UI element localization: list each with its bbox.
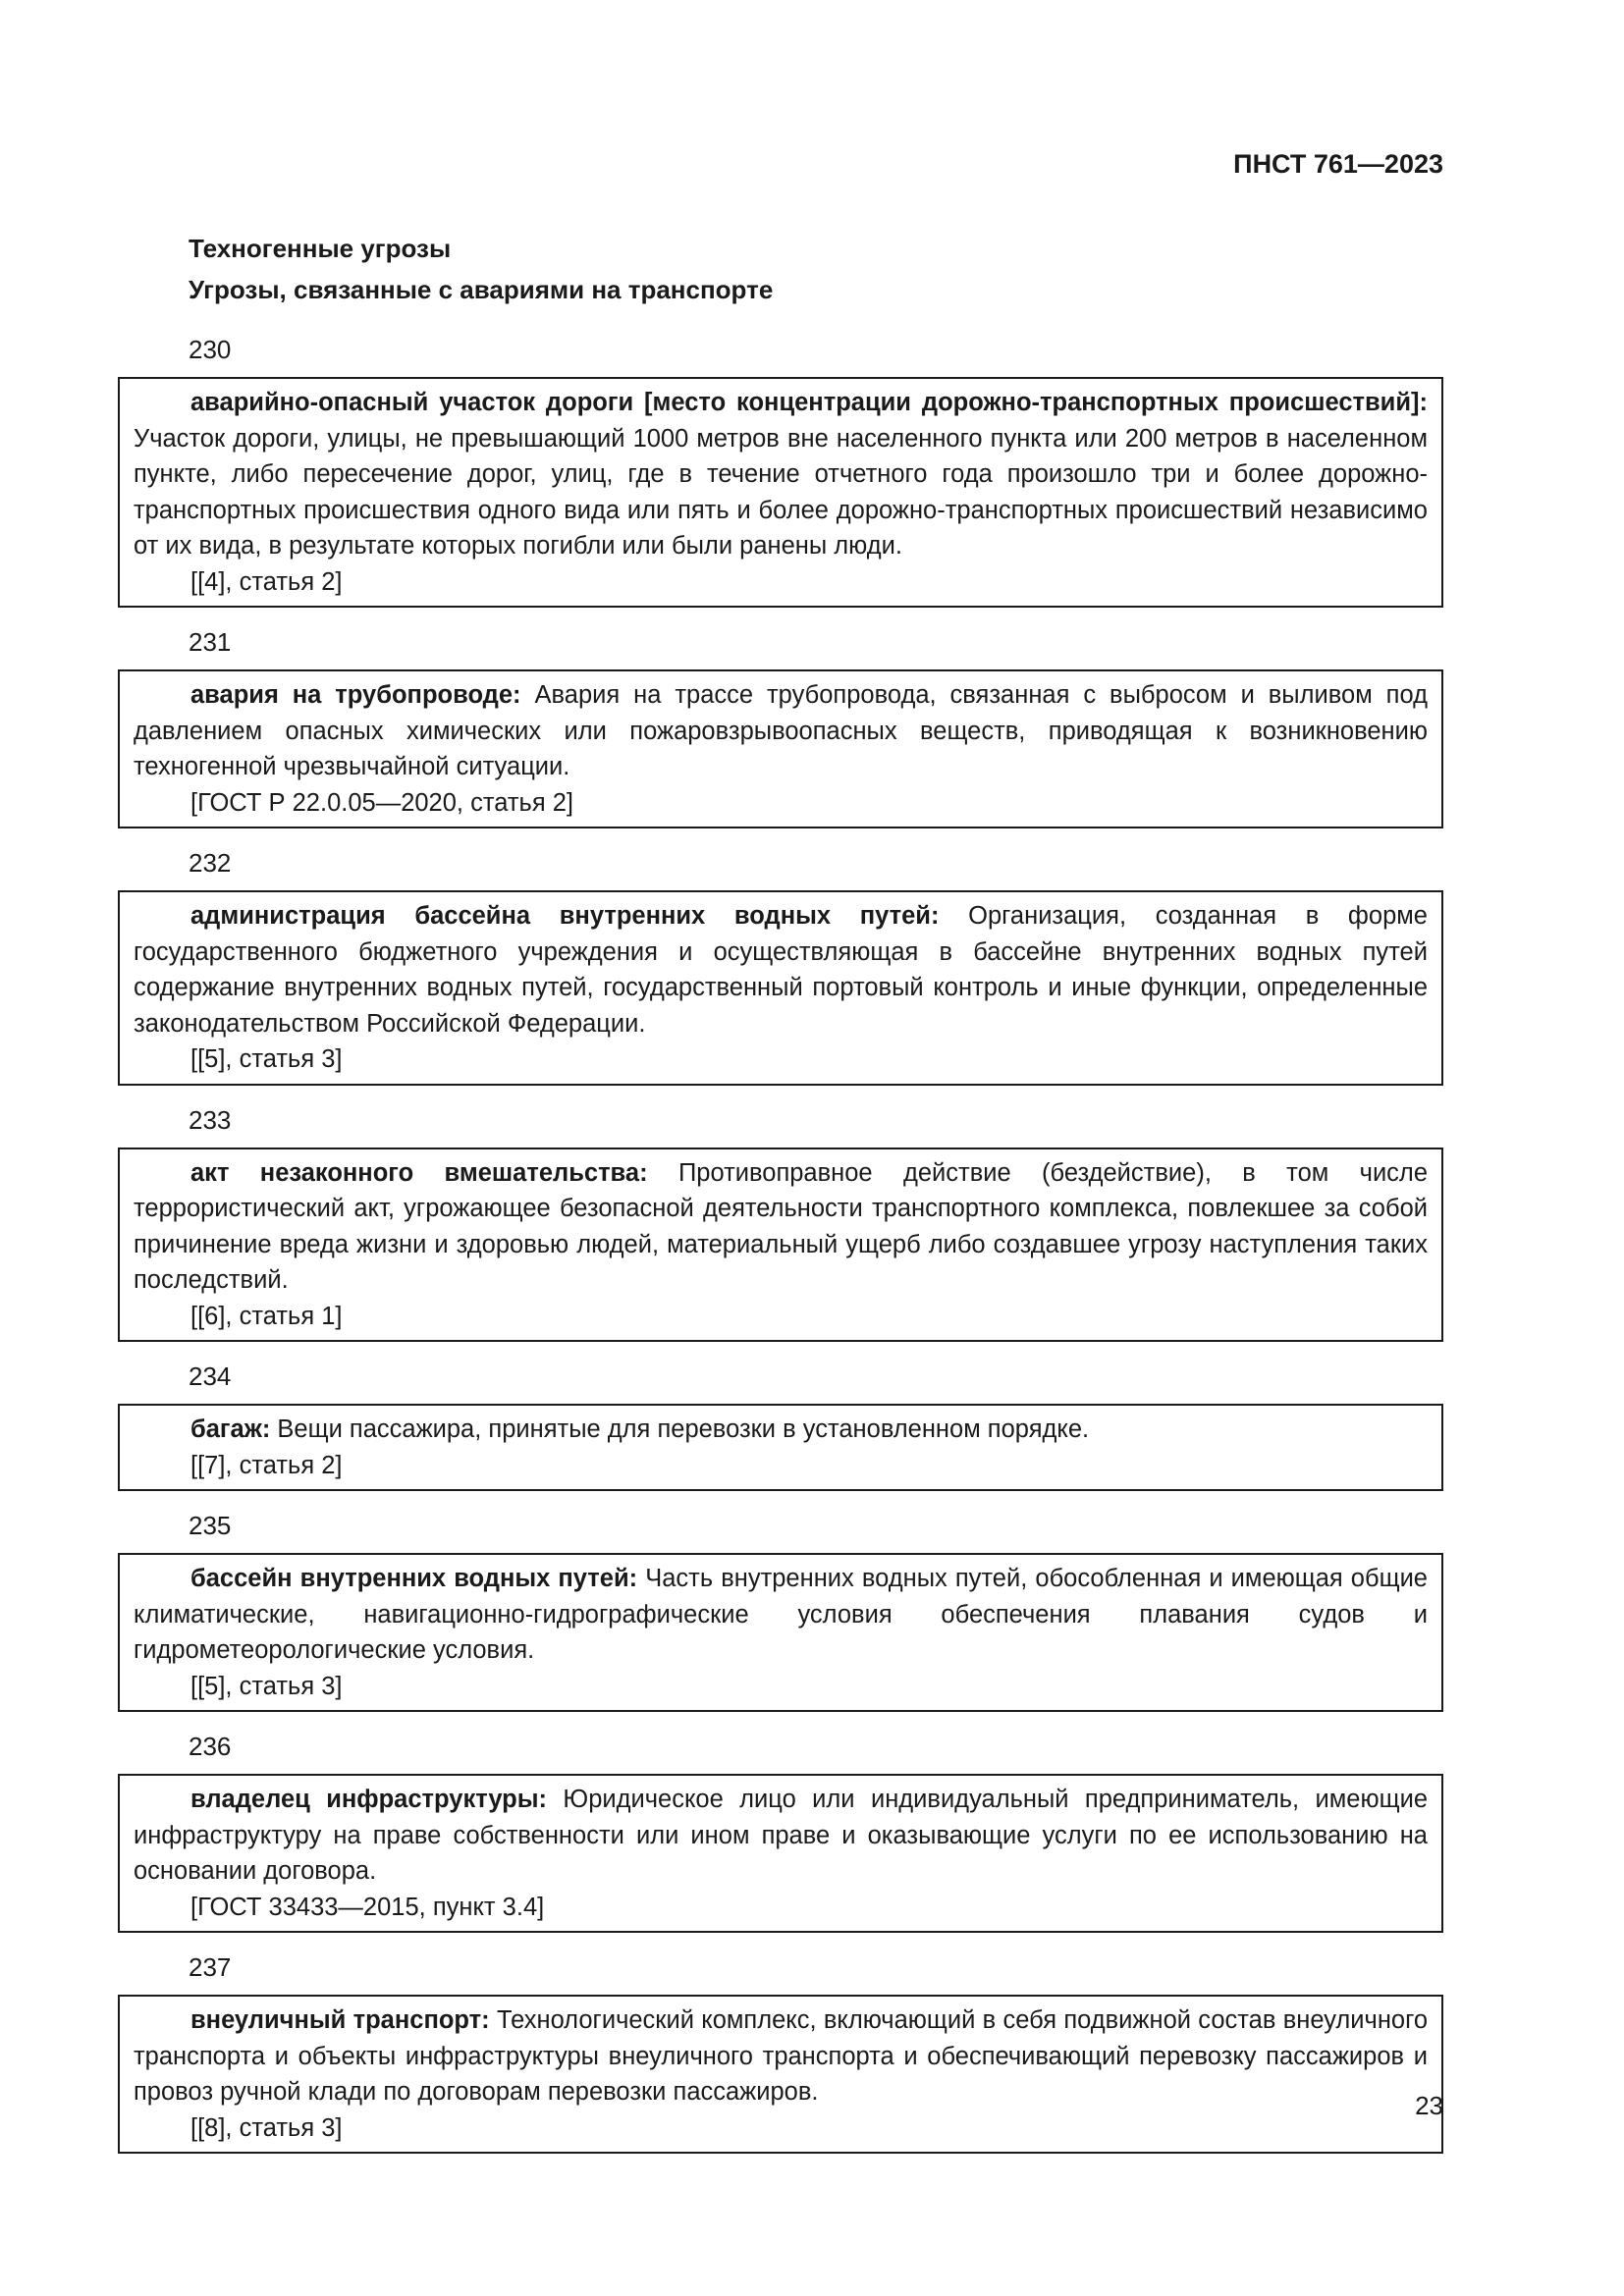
term-number: 234	[189, 1362, 232, 1391]
term-definition-box	[118, 1148, 1443, 1343]
term: бассейн внутренних водных путей:	[190, 1565, 638, 1592]
definition-text	[134, 385, 1428, 564]
term-definition-box	[118, 890, 1443, 1086]
source-reference: [[7], статья 2]	[190, 1451, 343, 1479]
term-definition-box	[118, 1995, 1443, 2154]
term-number: 235	[189, 1511, 232, 1540]
definition: Авария на трассе трубопровода, связанная с выбросом и выливом под давлением опасных химических или пожаровзрывоопасных веществ, приводящая к возникновению техногенной чрезвычайной ситуации.	[134, 681, 1428, 780]
definition-text	[134, 677, 1428, 785]
definition: Технологический комплекс, включающий в себя подвижной состав внеуличного транспорта и объекты инфраструктуры внеуличного транспорта и обеспечивающий перевозку пассажиров и провоз ручной клади по договорам перевозки пассажиров.	[134, 2006, 1429, 2106]
definition: Участок дороги, улицы, не превышающий 1000 метров вне населенного пункта или 200 метров в населенном пункте, либо пересечение дорог, улиц, где в течение отчетного года произошло три и более дорожно-транспортных происшествия одного вида или пять и более дорожно-транспортных происшествий независимо от их вида, в результате которых погибли или были ранены люди.	[134, 424, 1428, 560]
term-definition-box	[118, 377, 1443, 608]
definition: Юридическое лицо или индивидуальный предприниматель, имеющие инфраструктуру на праве собственности или ином праве и оказывающие услуги по ее использованию на основании договора.	[134, 1786, 1428, 1885]
term-definition-box	[118, 669, 1443, 828]
source-reference: [[6], статья 1]	[190, 1302, 343, 1330]
term: аварийно-опасный участок дороги [место концентрации дорожно-транспортных происшествий]:	[190, 389, 1428, 416]
source-reference: [[5], статья 3]	[190, 1045, 343, 1073]
definition-text	[134, 1782, 1428, 1890]
definition: Часть внутренних водных путей, обособленная и имеющая общие климатические, навигационно-гидрографические условия обеспечения плавания судов и гидрометеорологические условия.	[134, 1565, 1428, 1664]
definition: Противоправное действие (бездействие), в том числе террористический акт, угрожающее безопасной деятельности транспортного комплекса, повлекшее за собой причинение вреда жизни и здоровью людей, материальный ущерб либо создавшее угрозу наступления таких последствий.	[134, 1158, 1428, 1294]
term-definition-box	[118, 1774, 1443, 1933]
definition-text	[134, 1412, 1428, 1448]
term-number: 236	[189, 1732, 232, 1761]
term-entries	[118, 332, 1443, 2154]
section-subtitle: Угрозы, связанные с авариями на транспорте	[189, 275, 774, 304]
term-number: 232	[189, 848, 232, 878]
page-number: 23	[1415, 2091, 1443, 2120]
term: внеуличный транспорт:	[190, 2006, 490, 2034]
term: багаж:	[190, 1415, 271, 1443]
term: авария на трубопроводе:	[190, 681, 521, 709]
source-reference: [[5], статья 3]	[190, 1672, 343, 1700]
section-title: Техногенные угрозы	[189, 234, 452, 263]
document-body	[118, 228, 1443, 2170]
source-reference: [[4], статья 2]	[190, 567, 343, 596]
source-reference: [[8], статья 3]	[190, 2113, 343, 2142]
term: администрация бассейна внутренних водных путей:	[190, 902, 940, 930]
term-definition-box	[118, 1404, 1443, 1491]
term-number: 237	[189, 1952, 232, 1982]
definition-text	[134, 1155, 1428, 1299]
term-number: 230	[189, 335, 232, 364]
source-reference: [ГОСТ 33433—2015, пункт 3.4]	[190, 1893, 545, 1921]
definition: Организация, созданная в форме государственного бюджетного учреждения и осуществляющая в бассейне внутренних водных путей содержание внутренних водных путей, государственный портовый контроль и иные функции, определенные законодательством Российской Федерации.	[134, 902, 1428, 1038]
definition: Вещи пассажира, принятые для перевозки в установленном порядке.	[270, 1415, 1090, 1443]
term-number: 231	[189, 627, 232, 657]
definition-text	[134, 1561, 1428, 1669]
document-id: ПНСТ 761—2023	[1233, 149, 1443, 179]
term: владелец инфраструктуры:	[190, 1786, 548, 1813]
definition-text	[134, 898, 1428, 1041]
source-reference: [ГОСТ Р 22.0.05—2020, статья 2]	[190, 788, 573, 817]
term: акт незаконного вмешательства:	[190, 1158, 648, 1187]
term-number: 233	[189, 1104, 232, 1135]
definition-text	[134, 2002, 1428, 2110]
term-definition-box	[118, 1553, 1443, 1712]
